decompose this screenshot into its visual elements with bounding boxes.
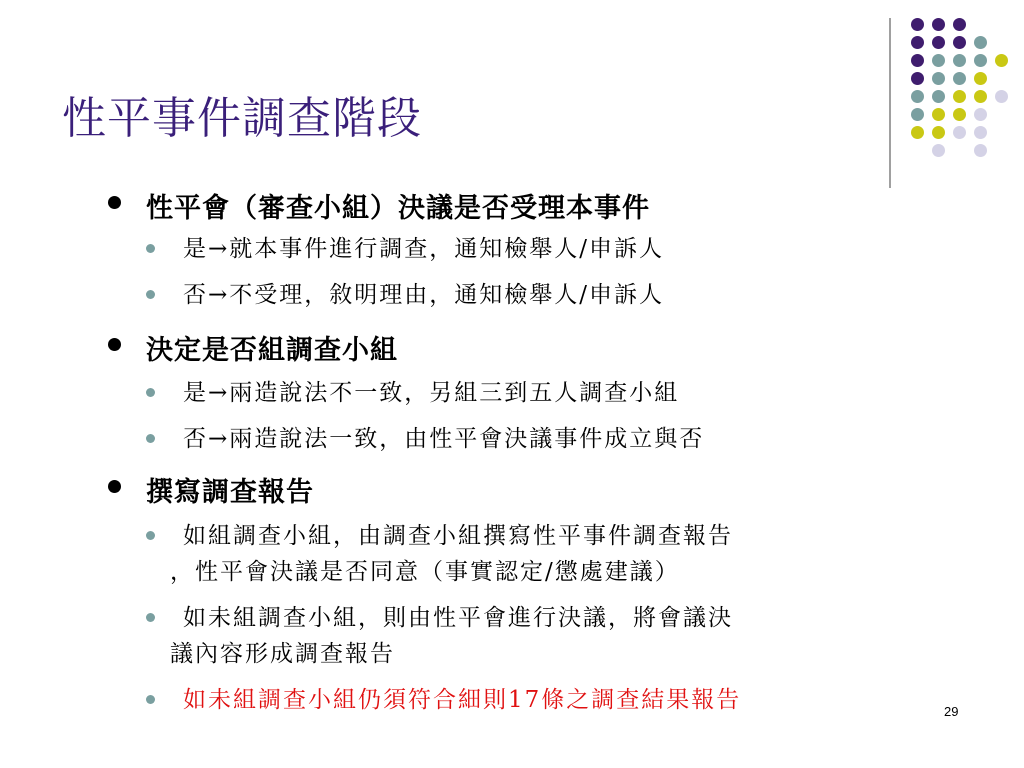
decor-dot: [974, 144, 987, 157]
sub-bullet-icon: [146, 244, 155, 253]
decor-dot: [974, 126, 987, 139]
decor-dot: [932, 108, 945, 121]
bullet-text: 性平會（審查小組）決議是否受理本事件: [146, 193, 650, 224]
decor-dot: [974, 54, 987, 67]
sub-bullet-text: 否→兩造說法一致，由性平會決議事件成立與否: [183, 426, 705, 452]
sub-bullet-icon: [146, 388, 155, 397]
decor-dot: [932, 90, 945, 103]
page-number: 29: [944, 704, 959, 719]
decor-dot: [995, 90, 1008, 103]
decor-dot: [953, 18, 966, 31]
decorative-dot-grid: [897, 14, 1017, 164]
decor-dot: [953, 54, 966, 67]
decor-dot: [974, 108, 987, 121]
decor-dot: [953, 36, 966, 49]
slide-title: 性平事件調查階段: [62, 93, 422, 144]
decor-dot: [953, 90, 966, 103]
sub-bullet-icon: [146, 613, 155, 622]
sub-bullet-text-highlight: 如未組調查小組仍須符合細則17條之調查結果報告: [183, 687, 742, 713]
decor-dot: [953, 108, 966, 121]
sub-bullet-text-line: 如組調查小組，由調查小組撰寫性平事件調查報告: [183, 523, 733, 549]
decor-dot: [974, 36, 987, 49]
decor-dot: [911, 90, 924, 103]
sub-bullet-icon: [146, 434, 155, 443]
decor-dot: [932, 126, 945, 139]
decor-dot: [932, 72, 945, 85]
decor-dot: [974, 90, 987, 103]
decor-dot: [911, 126, 924, 139]
decor-dot: [911, 72, 924, 85]
decorative-divider: [889, 18, 891, 188]
sub-bullet-text-line: 如未組調查小組，則由性平會進行決議，將會議決: [183, 605, 733, 631]
bullet-icon: [108, 480, 121, 493]
bullet-text: 決定是否組調查小組: [146, 335, 398, 366]
decor-dot: [911, 36, 924, 49]
sub-bullet-icon: [146, 695, 155, 704]
decor-dot: [911, 54, 924, 67]
decor-dot: [974, 72, 987, 85]
sub-bullet-text: 否→不受理，敘明理由，通知檢舉人/申訴人: [183, 282, 665, 308]
decor-dot: [932, 36, 945, 49]
decor-dot: [953, 126, 966, 139]
decor-dot: [932, 54, 945, 67]
decor-dot: [911, 18, 924, 31]
sub-bullet-icon: [146, 531, 155, 540]
bullet-icon: [108, 196, 121, 209]
decor-dot: [932, 18, 945, 31]
bullet-text: 撰寫調查報告: [146, 477, 314, 508]
sub-bullet-text: 是→就本事件進行調查，通知檢舉人/申訴人: [183, 236, 665, 262]
decor-dot: [932, 144, 945, 157]
decor-dot: [995, 54, 1008, 67]
sub-bullet-icon: [146, 290, 155, 299]
sub-bullet-text-line: ，性平會決議是否同意（事實認定/懲處建議）: [170, 559, 680, 585]
sub-bullet-text-line: 議內容形成調查報告: [170, 641, 395, 667]
sub-bullet-text: 是→兩造說法不一致，另組三到五人調查小組: [183, 380, 680, 406]
bullet-icon: [108, 338, 121, 351]
decor-dot: [953, 72, 966, 85]
decor-dot: [911, 108, 924, 121]
